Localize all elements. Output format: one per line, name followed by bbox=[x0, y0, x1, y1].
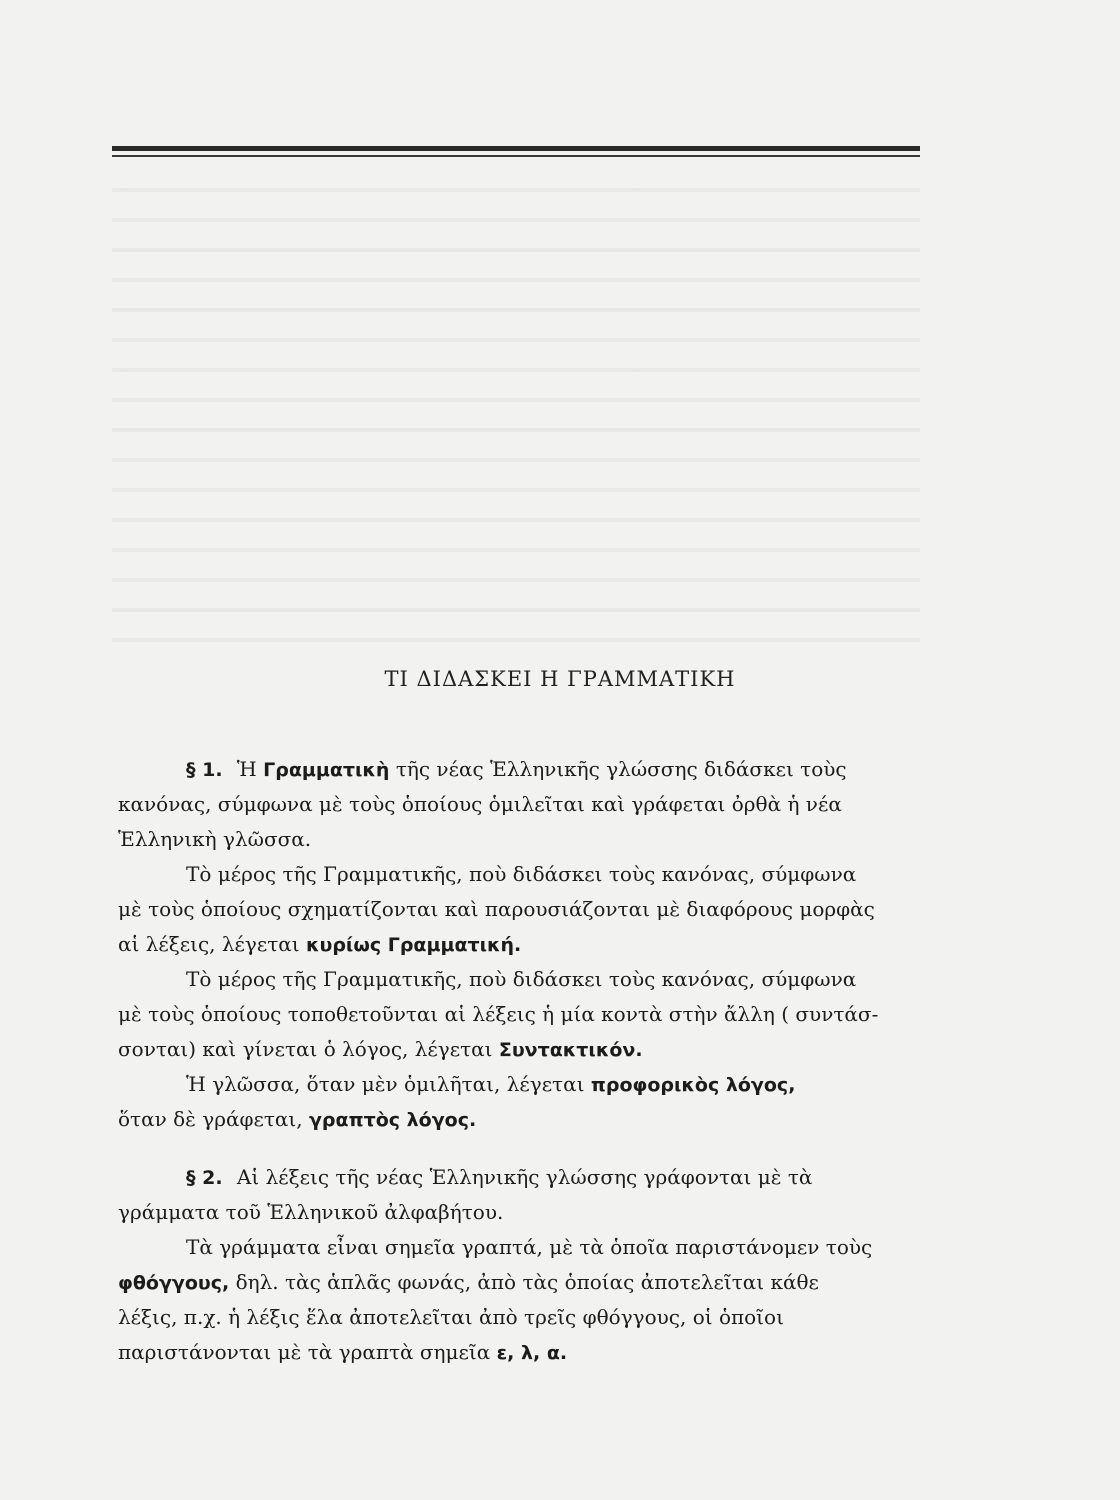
text-span: παριστάνονται μὲ τὰ γραπτὰ σημεῖα bbox=[118, 1340, 491, 1364]
section-2-line-2: γράμματα τοῦ Ἑλληνικοῦ ἀλφαβήτου. bbox=[118, 1200, 504, 1224]
text-span: τῆς νέας Ἑλληνικῆς γλώσσης διδάσκει τοὺς bbox=[395, 757, 847, 781]
paragraph-line: Τὰ γράμματα εἶναι σημεῖα γραπτά, μὲ τὰ ὁποῖα παριστάνομεν τοὺς bbox=[186, 1235, 873, 1259]
bleed-through-background bbox=[112, 170, 920, 650]
section-2 bbox=[118, 1160, 938, 1370]
section-2-line-1 bbox=[118, 1160, 938, 1195]
text-span: Ἡ bbox=[236, 757, 257, 781]
header-rule-thick bbox=[112, 146, 920, 151]
header-rule-thin bbox=[112, 155, 920, 157]
paragraph-line bbox=[118, 927, 938, 962]
chapter-heading: ΤΙ ΔΙΔΑΣΚΕΙ Η ΓΡΑΜΜΑΤΙΚΗ bbox=[384, 667, 736, 691]
term-kyrios-grammatiki: κυρίως Γραμματική. bbox=[306, 934, 522, 956]
term-letters-example: ε, λ, α. bbox=[496, 1342, 568, 1364]
term-fthongous: φθόγγους, bbox=[118, 1272, 230, 1294]
text-span: αἱ λέξεις, λέγεται bbox=[118, 932, 300, 956]
paragraph-line bbox=[118, 1335, 938, 1370]
text-span: Αἱ λέξεις τῆς νέας Ἑλληνικῆς γλώσσης γράφονται μὲ τὰ bbox=[236, 1165, 813, 1189]
text-span: ὅταν δὲ γράφεται, bbox=[118, 1107, 303, 1131]
paragraph-line bbox=[118, 1265, 938, 1300]
paragraph-line bbox=[118, 1032, 938, 1067]
section-1-line-3: Ἑλληνικὴ γλῶσσα. bbox=[118, 827, 312, 851]
paragraph-line: λέξις, π.χ. ἡ λέξις ἕλα ἀποτελεῖται ἀπὸ τρεῖς φθόγγους, οἱ ὁποῖοι bbox=[118, 1305, 784, 1329]
paragraph-line: Τὸ μέρος τῆς Γραμματικῆς, ποὺ διδάσκει τοὺς κανόνας, σύμφωνα bbox=[186, 967, 857, 991]
term-syntaktikon: Συντακτικόν. bbox=[498, 1039, 643, 1061]
paragraph-line: μὲ τοὺς ὁποίους τοποθετοῦνται αἱ λέξεις ἡ μία κοντὰ στὴν ἄλλη ( συντάσ- bbox=[118, 1002, 879, 1026]
text-span: Ἡ γλῶσσα, ὅταν μὲν ὁμιλῆται, λέγεται bbox=[186, 1072, 585, 1096]
paragraph-line bbox=[118, 1102, 938, 1137]
section-1 bbox=[118, 752, 938, 1137]
text-span: σονται) καὶ γίνεται ὁ λόγος, λέγεται bbox=[118, 1037, 493, 1061]
paragraph-line: μὲ τοὺς ὁποίους σχηματίζονται καὶ παρουσιάζονται μὲ διαφόρους μορφὰς bbox=[118, 897, 875, 921]
paragraph-line: Τὸ μέρος τῆς Γραμματικῆς, ποὺ διδάσκει τοὺς κανόνας, σύμφωνα bbox=[186, 862, 857, 886]
section-1-line-2: κανόνας, σύμφωνα μὲ τοὺς ὁποίους ὁμιλεῖται καὶ γράφεται ὀρθὰ ἡ νέα bbox=[118, 792, 842, 816]
section-2-mark: § 2. bbox=[186, 1167, 223, 1189]
term-graptos-logos: γραπτὸς λόγος. bbox=[308, 1109, 477, 1131]
section-1-mark: § 1. bbox=[186, 759, 223, 781]
term-grammatiki: Γραμματικὴ bbox=[263, 759, 390, 781]
section-1-line-1 bbox=[118, 752, 938, 787]
paragraph-line bbox=[118, 1067, 938, 1102]
term-proforikos-logos: προφορικὸς λόγος, bbox=[590, 1074, 796, 1096]
text-span: δηλ. τὰς ἁπλᾶς φωνάς, ἀπὸ τὰς ὁποίας ἀποτελεῖται κάθε bbox=[235, 1270, 819, 1294]
